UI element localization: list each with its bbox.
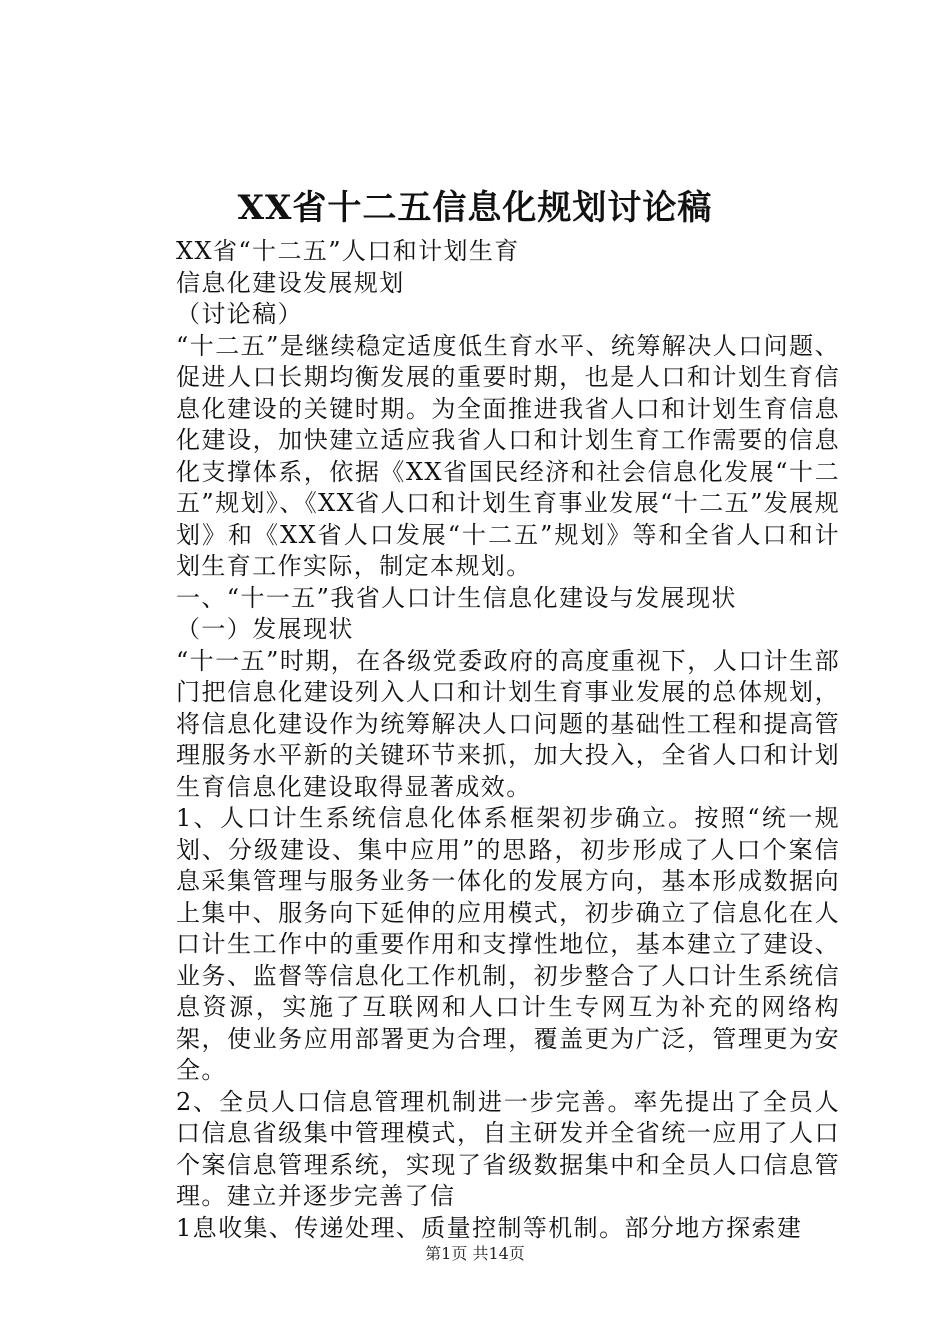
- paragraph-item-2: 2、全员人口信息管理机制进一步完善。率先提出了全员人口信息省级集中管理模式，自主研发并全省统一应用了人口个案信息管理系统，实现了省级数据集中和全员人口信息管理。建立并逐步完善了信: [176, 1087, 840, 1210]
- section-heading-1: 一、“十一五”我省人口计生信息化建设与发展现状: [176, 583, 737, 612]
- subtitle-line-1: XX省“十二五”人口和计划生育: [176, 237, 520, 265]
- paragraph-item-1: 1、人口计生系统信息化体系框架初步确立。按照“统一规划、分级建设、集中应用”的思路，初步形成了人口个案信息采集管理与服务业务一体化的发展方向，基本形成数据向上集中、服务向下延伸的应用模式，初步确立了信息化在人口计生工作中的重要作用和支撑性地位，基本建立了建设、业务、监督等信息化工作机制，初步整合了人口计生系统信息资源，实施了互联网和人口计生专网互为补充的网络构架，使业务应用部署更为合理，覆盖更为广泛，管理更为安全。: [176, 804, 840, 1084]
- page-footer: 第1页 共14页: [425, 1244, 525, 1263]
- document-title: XX省十二五信息化规划讨论稿: [237, 188, 713, 228]
- paragraph-intro: “十二五”是继续稳定适度低生育水平、统筹解决人口问题、促进人口长期均衡发展的重要时期，也是人口和计划生育信息化建设的关键时期。为全面推进我省人口和计划生育信息化建设，加快建立适应我省人口和计划生育工作需要的信息化支撑体系，依据《XX省国民经济和社会信息化发展“十二五”规划》、《XX省人口和计划生育事业发展“十二五”发展规划》和《XX省人口发展“十二五”规划》等和全省人口和计划生育工作实际，制定本规划。: [176, 331, 840, 580]
- subsection-heading-1: （一）发展现状: [176, 615, 354, 643]
- paragraph-continuation: 1息收集、传递处理、质量控制等机制。部分地方探索建: [176, 1213, 803, 1242]
- subtitle-draft-note: （讨论稿）: [176, 300, 303, 328]
- document-body: [128, 236, 840, 1244]
- subtitle-line-2: 信息化建设发展规划: [176, 268, 405, 297]
- paragraph-status: “十一五”时期，在各级党委政府的高度重视下，人口计生部门把信息化建设列入人口和计划生育事业发展的总体规划，将信息化建设作为统筹解决人口问题的基础性工程和提高管理服务水平新的关键环节来抓，加大投入，全省人口和计划生育信息化建设取得显著成效。: [176, 646, 840, 801]
